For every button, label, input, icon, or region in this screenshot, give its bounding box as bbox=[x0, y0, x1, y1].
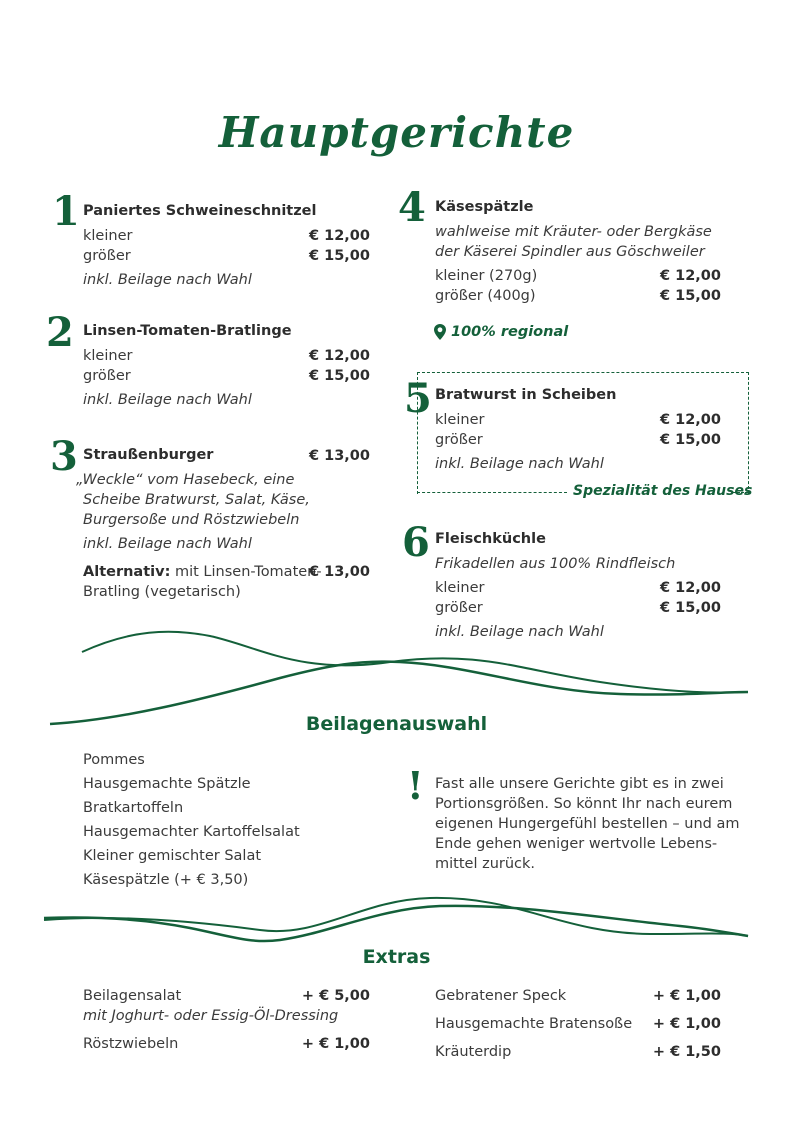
side-item: Kleiner gemischter Salat bbox=[83, 848, 262, 864]
price: € 15,00 bbox=[659, 288, 721, 304]
info-text: mittel zurück. bbox=[435, 856, 536, 872]
alternative-label: Alternativ: bbox=[83, 564, 171, 580]
size-label: größer (400g) bbox=[435, 288, 536, 304]
dish-name: Paniertes Schweineschnitzel bbox=[83, 203, 317, 219]
extra-item: Kräuterdip bbox=[435, 1044, 512, 1060]
alternative-text: mit Linsen-Tomaten- bbox=[174, 564, 322, 580]
price: € 12,00 bbox=[308, 228, 370, 244]
extra-subtext: mit Joghurt- oder Essig-Öl-Dressing bbox=[83, 1008, 339, 1024]
alternative-text: Bratling (vegetarisch) bbox=[83, 584, 241, 600]
dish-name: Bratwurst in Scheiben bbox=[435, 387, 617, 403]
extra-item: Röstzwiebeln bbox=[83, 1036, 179, 1052]
dish-name: Straußenburger bbox=[83, 447, 214, 463]
price: € 15,00 bbox=[308, 368, 370, 384]
section-title-sides: Beilagenauswahl bbox=[305, 713, 488, 735]
location-pin-icon bbox=[433, 323, 447, 345]
size-label: größer bbox=[435, 432, 483, 448]
extra-item: Beilagensalat bbox=[83, 988, 182, 1004]
dish-number-6: 6 bbox=[402, 519, 430, 566]
price: € 12,00 bbox=[659, 580, 721, 596]
extra-item: Hausgemachte Bratensoße bbox=[435, 1016, 633, 1032]
dish-note: inkl. Beilage nach Wahl bbox=[83, 536, 252, 552]
dish-description: „Weckle“ vom Hasebeck, eine bbox=[76, 472, 295, 488]
dish-description: wahlweise mit Kräuter- oder Bergkäse bbox=[435, 224, 712, 240]
info-text: Ende gehen weniger wertvolle Lebens- bbox=[435, 836, 718, 852]
price: € 13,00 bbox=[308, 564, 370, 580]
extra-price: + € 5,00 bbox=[301, 988, 370, 1004]
size-label: größer bbox=[435, 600, 483, 616]
dish-note: inkl. Beilage nach Wahl bbox=[435, 624, 604, 640]
side-item: Hausgemachter Kartoffelsalat bbox=[83, 824, 300, 840]
extra-price: + € 1,00 bbox=[652, 1016, 721, 1032]
dish-name: Fleischküchle bbox=[435, 531, 546, 547]
size-label: größer bbox=[83, 248, 131, 264]
regional-badge: 100% regional bbox=[451, 324, 569, 340]
info-text: eigenen Hungergefühl bestellen – und am bbox=[435, 816, 740, 832]
extra-price: + € 1,00 bbox=[652, 988, 721, 1004]
dish-description: Burgersoße und Röstzwiebeln bbox=[83, 512, 300, 528]
size-label: kleiner bbox=[83, 228, 133, 244]
info-text: Portionsgrößen. So könnt Ihr nach eurem bbox=[435, 796, 733, 812]
size-label: kleiner (270g) bbox=[435, 268, 538, 284]
dish-number-3: 3 bbox=[50, 433, 78, 480]
special-frame-bottom bbox=[417, 492, 567, 493]
dish-description: Scheibe Bratwurst, Salat, Käse, bbox=[83, 492, 310, 508]
dish-name: Linsen-Tomaten-Bratlinge bbox=[83, 323, 292, 339]
size-label: kleiner bbox=[435, 412, 485, 428]
dish-name: Käsespätzle bbox=[435, 199, 534, 215]
price: € 13,00 bbox=[308, 448, 370, 464]
price: € 15,00 bbox=[308, 248, 370, 264]
dish-number-5: 5 bbox=[404, 375, 432, 422]
price: € 15,00 bbox=[659, 432, 721, 448]
side-item: Bratkartoffeln bbox=[83, 800, 184, 816]
dish-description: Frikadellen aus 100% Rindfleisch bbox=[435, 556, 676, 572]
page-title: Hauptgerichte bbox=[218, 108, 575, 157]
size-label: größer bbox=[83, 368, 131, 384]
dish-number-4: 4 bbox=[398, 184, 426, 231]
price: € 15,00 bbox=[659, 600, 721, 616]
extra-item: Gebratener Speck bbox=[435, 988, 567, 1004]
alternative-line bbox=[83, 562, 322, 582]
dish-number-1: 1 bbox=[52, 188, 80, 235]
side-item: Hausgemachte Spätzle bbox=[83, 776, 251, 792]
extra-price: + € 1,50 bbox=[652, 1044, 721, 1060]
dish-note: inkl. Beilage nach Wahl bbox=[83, 272, 252, 288]
dish-description: der Käserei Spindler aus Göschweiler bbox=[435, 244, 705, 260]
dish-number-2: 2 bbox=[46, 309, 74, 356]
price: € 12,00 bbox=[308, 348, 370, 364]
size-label: kleiner bbox=[435, 580, 485, 596]
dish-note: inkl. Beilage nach Wahl bbox=[435, 456, 604, 472]
size-label: kleiner bbox=[83, 348, 133, 364]
info-text: Fast alle unsere Gerichte gibt es in zwei bbox=[435, 776, 724, 792]
extra-price: + € 1,00 bbox=[301, 1036, 370, 1052]
price: € 12,00 bbox=[659, 268, 721, 284]
section-title-extras: Extras bbox=[362, 946, 431, 968]
dish-note: inkl. Beilage nach Wahl bbox=[83, 392, 252, 408]
special-label: Spezialität des Hauses bbox=[573, 483, 753, 499]
exclamation-icon: ! bbox=[407, 763, 424, 808]
side-item: Pommes bbox=[83, 752, 145, 768]
side-item: Käsespätzle (+ € 3,50) bbox=[83, 872, 249, 888]
price: € 12,00 bbox=[659, 412, 721, 428]
